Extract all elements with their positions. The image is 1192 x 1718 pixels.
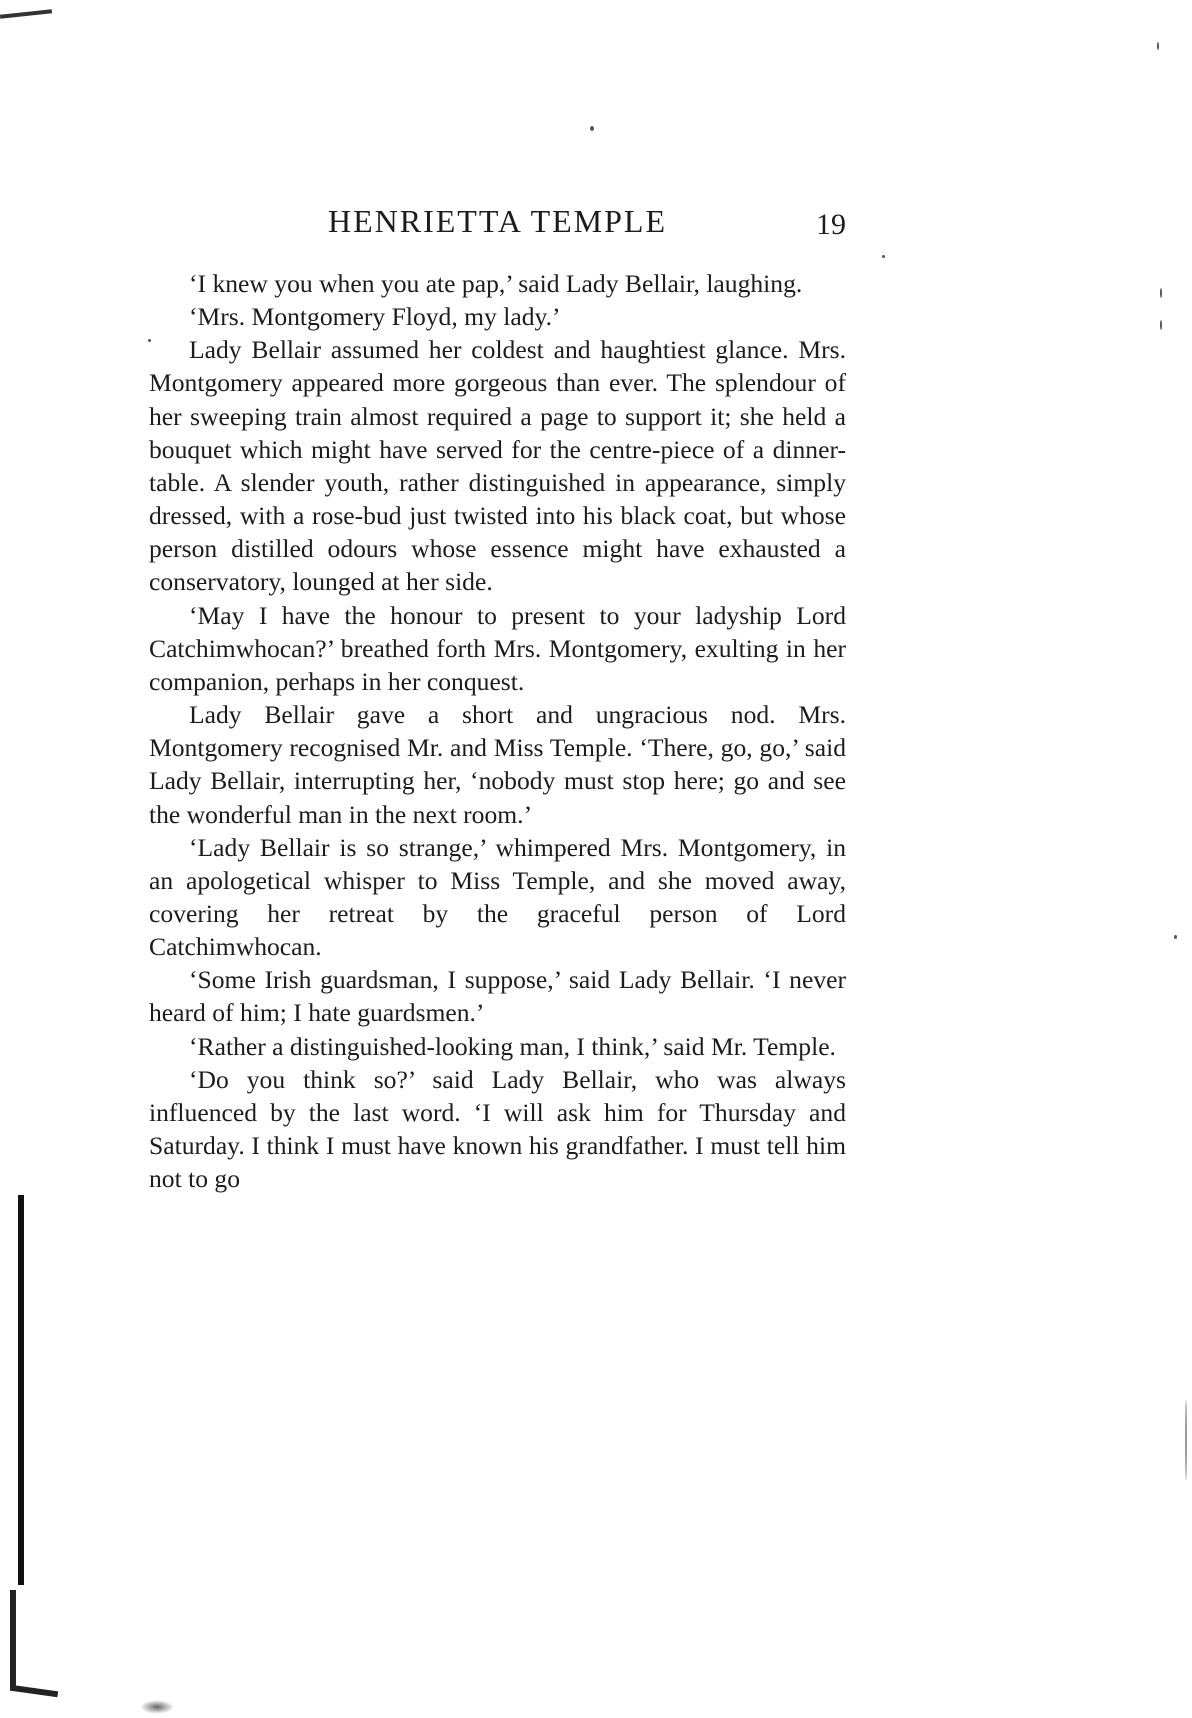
paragraph: ‘Rather a distinguished-looking man, I think,’ said Mr. Temple. [189,1031,836,1061]
paragraph: ‘May I have the honour to present to your ladyship Lord Catchimwhocan?’ breathed forth Mrs. Montgomery, exulting in her companion, perhaps in her conquest. [149,600,846,696]
scan-speck [1160,320,1162,330]
scan-corner-mark [0,9,52,18]
paragraph: ‘Lady Bellair is so strange,’ whimpered Mrs. Montgomery, in an apologetical whisper to Miss Temple, and she moved away, covering her retreat by the graceful person of Lord Catchimwhocan. [149,832,846,962]
running-title: HENRIETTA TEMPLE [327,203,668,239]
scan-speck [1185,1400,1187,1480]
scan-speck [148,339,151,342]
scan-smudge [140,1700,174,1714]
paragraph: ‘Mrs. Montgomery Floyd, my lady.’ [189,302,561,332]
paragraph: ‘I knew you when you ate pap,’ said Lady Bellair, laughing. [189,269,803,298]
paragraph: ‘Do you think so?’ said Lady Bellair, who was always influenced by the last word. ‘I will ask him for Thursday and Saturday. I think I must have known his grandfather. I must tell him not to go [149,1064,846,1194]
page-number: 19 [816,208,846,241]
scan-speck [1174,935,1177,939]
running-head [149,196,846,246]
paragraph: Lady Bellair gave a short and ungracious nod. Mrs. Montgomery recognised Mr. and Miss Temple. ‘There, go, go,’ said Lady Bellair, interrupting her, ‘nobody must stop here; go and see the wonderful man in the next room.’ [149,700,846,829]
body-text [149,267,846,1195]
scan-speck [1160,288,1162,298]
paragraph: ‘Some Irish guardsman, I suppose,’ said Lady Bellair. ‘I never heard of him; I hate guardsmen.’ [149,965,846,1028]
scan-speck [590,126,594,131]
paragraph: Lady Bellair assumed her coldest and haughtiest glance. Mrs. Montgomery appeared more gorgeous than ever. The splendour of her sweeping train almost required a page to support it; she held a bouquet which might have served for the centre-piece of a dinner-table. A slender youth, rather distinguished in appearance, simply dressed, with a rose-bud just twisted into his black coat, but whose person distilled odours whose essence might have exhausted a conservatory, lounged at her side. [149,335,846,597]
binding-shadow [18,1195,24,1585]
scan-speck [882,255,885,258]
binding-shadow [10,1590,16,1690]
scan-speck [1157,42,1159,50]
binding-shadow [10,1685,58,1698]
